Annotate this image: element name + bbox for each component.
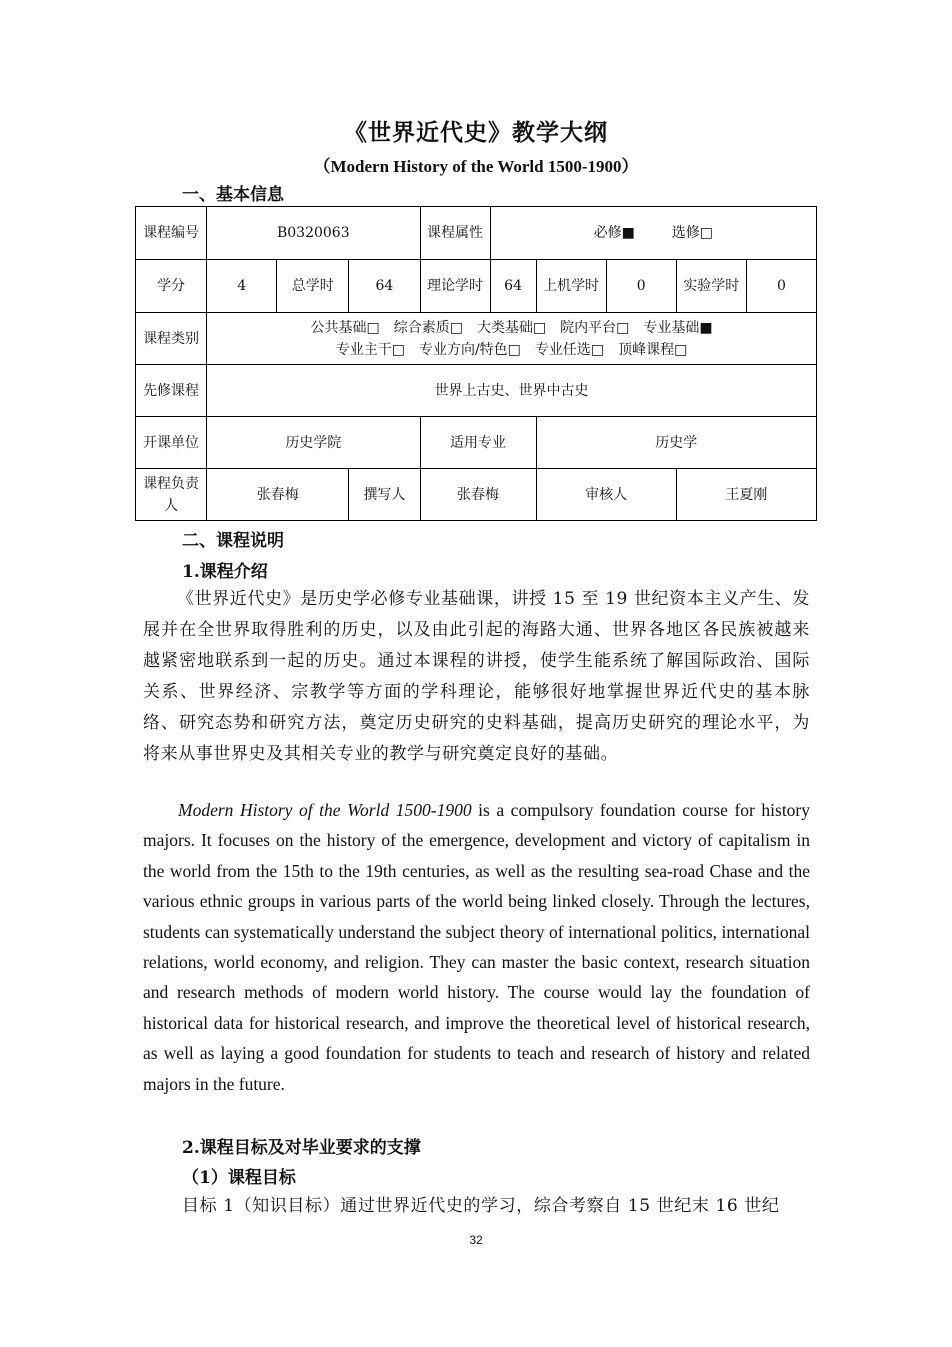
total-hours-label: 总学时: [277, 260, 349, 313]
basic-info-table: [135, 206, 817, 521]
course-category-value: [207, 313, 817, 365]
course-code-value: B0320063: [207, 207, 420, 260]
category-line-1: 公共基础□ 综合素质□ 大类基础□ 院内平台□ 专业基础■: [310, 319, 713, 336]
required-option: 必修■: [593, 225, 635, 241]
table-row: [136, 469, 817, 521]
table-row: [136, 313, 817, 365]
computer-hours-label: 上机学时: [536, 260, 606, 313]
table-row: [136, 260, 817, 313]
theory-hours-value: 64: [490, 260, 536, 313]
section-course-description-heading: 二、课程说明: [182, 531, 284, 551]
section-basic-info-heading: 一、基本信息: [182, 185, 284, 205]
course-category-label: 课程类别: [136, 313, 207, 365]
prerequisite-label: 先修课程: [136, 365, 207, 417]
total-hours-value: 64: [349, 260, 420, 313]
course-lead-label: 课程负责人: [136, 469, 207, 521]
author-value: 张春梅: [420, 469, 536, 521]
objectives-subheading: （1）课程目标: [182, 1168, 296, 1188]
credits-value: 4: [207, 260, 277, 313]
course-intro-english: [143, 795, 810, 1099]
prerequisite-value: 世界上古史、世界中古史: [207, 365, 817, 417]
table-row: [136, 417, 817, 469]
offering-unit-label: 开课单位: [136, 417, 207, 469]
course-intro-heading: 1.课程介绍: [182, 562, 268, 582]
course-intro-english-text: is a compulsory foundation course for history majors. It focuses on the history of the emergence, development and victory of capitalism in the world from the 15th to the 19th centuries, as well as the resulting sea-road Chase and the various ethnic groups in various parts of the world being linked closely. Through the lectures, students can systematically understand the subject theory of international politics, international relations, world economy, and religion. They can master the basic context, research situation and research methods of modern world history. The course would lay the foundation of historical data for historical research, and improve the theoretical level of historical research, as well as laying a good foundation for students to teach and research of history and related majors in the future.: [143, 800, 811, 1094]
computer-hours-value: 0: [606, 260, 676, 313]
credits-label: 学分: [136, 260, 207, 313]
author-label: 撰写人: [349, 469, 420, 521]
course-intro-chinese: 《世界近代史》是历史学必修专业基础课，讲授 15 至 19 世纪资本主义产生、发展并在全世界取得胜利的历史，以及由此引起的海路大通、世界各地区各民族被越来越紧密地联系到一起的历史。通过本课程的讲授，使学生能系统了解国际政治、国际关系、世界经济、宗教学等方面的学科理论，能够很好地掌握世界近代史的基本脉络、研究态势和研究方法，奠定历史研究的史料基础，提高历史研究的理论水平，为将来从事世界史及其相关专业的教学与研究奠定良好的基础。: [143, 589, 810, 764]
course-lead-value: 张春梅: [207, 469, 349, 521]
course-title-italic: Modern History of the World 1500-1900: [178, 800, 472, 820]
table-row: [136, 365, 817, 417]
objective-1-text: 目标 1（知识目标）通过世界近代史的学习，综合考察自 15 世纪末 16 世纪: [182, 1196, 780, 1216]
applicable-major-label: 适用专业: [420, 417, 536, 469]
reviewer-label: 审核人: [536, 469, 676, 521]
table-row: [136, 207, 817, 260]
course-objectives-heading: 2.课程目标及对毕业要求的支撑: [182, 1138, 421, 1158]
offering-unit-value: 历史学院: [207, 417, 420, 469]
theory-hours-label: 理论学时: [420, 260, 490, 313]
syllabus-title: 《世界近代史》教学大纲: [344, 119, 608, 146]
course-nature-label: 课程属性: [420, 207, 490, 260]
category-line-2: 专业主干□ 专业方向/特色□ 专业任选□ 顶峰课程□: [335, 341, 688, 358]
lab-hours-value: 0: [746, 260, 816, 313]
page-number: 32: [469, 1233, 483, 1247]
elective-option: 选修□: [671, 225, 713, 241]
syllabus-subtitle: （Modern History of the World 1500-1900）: [313, 157, 639, 176]
course-nature-value: [490, 207, 816, 260]
applicable-major-value: 历史学: [536, 417, 816, 469]
reviewer-value: 王夏刚: [676, 469, 816, 521]
lab-hours-label: 实验学时: [676, 260, 746, 313]
course-code-label: 课程编号: [136, 207, 207, 260]
